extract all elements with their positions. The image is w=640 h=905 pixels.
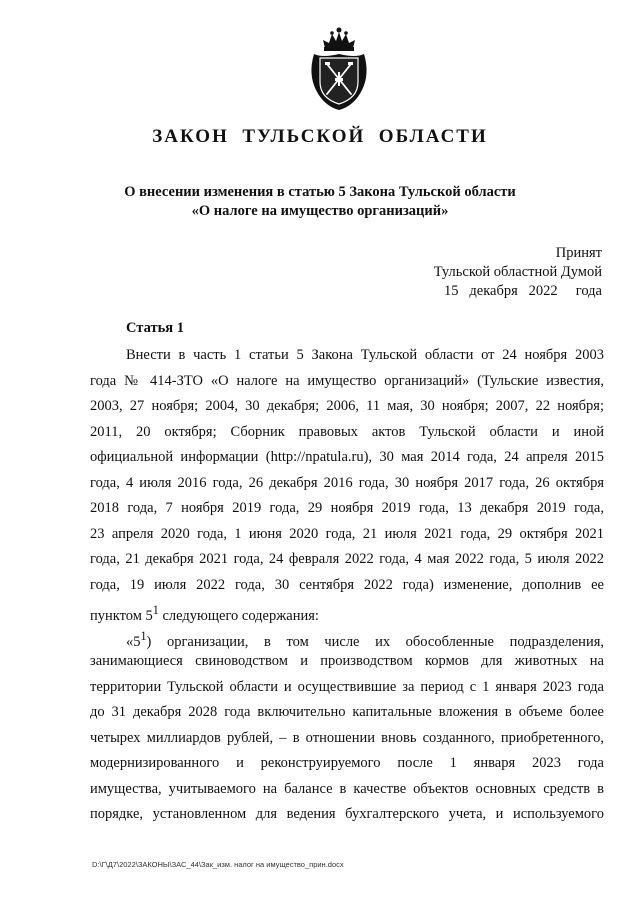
text-line: территории Тульской области и осуществившие за период с 1 января 2023 года xyxy=(90,678,604,695)
subtitle-line: О внесении изменения в статью 5 Закона Тульской области xyxy=(124,184,516,200)
text-line: официальной информации (http://npatula.ru), 30 мая 2014 года, 24 апреля 2015 xyxy=(90,449,604,465)
adopted-date: 15 декабря 2022 года xyxy=(444,283,602,299)
text-line: года, 19 июля 2022 года, 30 сентября 2022 года) изменение, дополнив ее xyxy=(90,576,604,593)
text-line: 2018 года, 7 ноября 2019 года, 29 ноября 2019 года, 13 декабря 2019 года, xyxy=(90,500,604,516)
text-line: порядке, установленном для ведения бухгалтерского учета, и используемого xyxy=(90,806,604,822)
tula-coat-of-arms-emblem xyxy=(308,24,370,112)
article-heading: Статья 1 xyxy=(126,320,184,336)
file-path-footer: D:\Г\Д7\2022\ЗАКОНЫ\ЗАС_44\Зак_изм. налог на имущество_прин.docx xyxy=(92,860,344,869)
text-line: года, 4 июля 2016 года, 26 декабря 2016 года, 30 ноября 2017 года, 26 октября xyxy=(90,474,604,491)
text-line: 2011, 20 октября; Сборник правовых актов Тульской области и иной xyxy=(90,423,604,440)
text-line: года № 414-ЗТО «О налоге на имущество организаций» (Тульские известия, xyxy=(90,372,604,389)
adopted-label: Принят xyxy=(555,245,602,261)
law-title: ЗАКОН ТУЛЬСКОЙ ОБЛАСТИ xyxy=(152,126,488,147)
text-line: 23 апреля 2020 года, 1 июня 2020 года, 21 июля 2021 года, 29 октября 2021 xyxy=(90,525,604,542)
text-line: пунктом $5^1$ следующего содержания: xyxy=(90,603,319,624)
adoption-block xyxy=(402,244,602,301)
adopted-by: Тульской областной Думой xyxy=(433,264,602,280)
text-line: четырех миллиардов рублей, – в отношении вновь созданного, приобретенного, xyxy=(90,729,604,746)
text-line: «$5^1$) организации, в том числе их обособленные подразделения, xyxy=(126,628,604,650)
law-subtitle xyxy=(0,183,640,221)
text-line: занимающиеся свиноводством и производством кормов для животных на xyxy=(90,653,604,669)
text-line: Внести в часть 1 статьи 5 Закона Тульской области от 24 ноября 2003 xyxy=(126,347,604,363)
text-line: 2003, 27 ноября; 2004, 30 декабря; 2006, 11 мая, 30 ноября; 2007, 22 ноября; xyxy=(90,398,604,414)
text-line: года, 21 декабря 2021 года, 24 февраля 2022 года, 4 мая 2022 года, 5 июля 2022 xyxy=(90,551,604,567)
text-line: до 31 декабря 2028 года включительно капитальные вложения в объеме более xyxy=(90,704,604,720)
subtitle-line: «О налоге на имущество организаций» xyxy=(191,203,449,219)
article-body xyxy=(90,343,604,828)
text-line: имущества, учитываемого на балансе в качестве объектов основных средств в xyxy=(90,780,604,797)
text-line: модернизированного и реконструируемого после 1 января 2023 года xyxy=(90,755,604,771)
